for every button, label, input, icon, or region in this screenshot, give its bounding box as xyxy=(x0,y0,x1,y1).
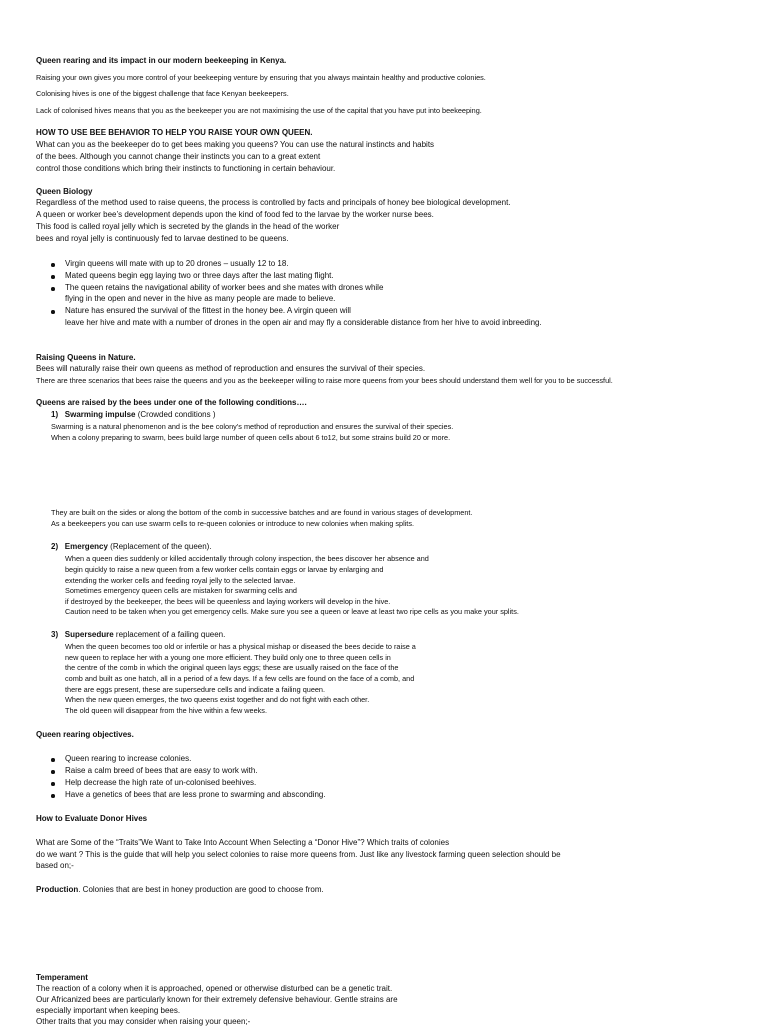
section-heading-nature: Raising Queens in Nature. xyxy=(36,353,136,362)
biology-line: Regardless of the method used to raise queens, the process is controlled by facts and principals of honey bee biological development. xyxy=(36,198,511,207)
condition-title: Emergency xyxy=(64,542,108,551)
supersedure-line: When the new queen emerges, the two queens exist together and do not fight with each other. xyxy=(65,695,370,704)
supersedure-line: the centre of the comb in which the original queen lays eggs; these are usually raised on the face of the xyxy=(65,663,399,672)
swarming-line: Swarming is a natural phenomenon and is the bee colony’s method of reproduction and ensures the survival of their species. xyxy=(51,422,454,431)
emergency-line: extending the worker cells and feeding royal jelly to the selected larvae. xyxy=(65,576,296,585)
section-heading-conditions: Queens are raised by the bees under one of the following conditions…. xyxy=(36,398,307,407)
temperament-line: especially important when keeping bees. xyxy=(36,1006,181,1015)
donor-line: do we want ? This is the guide that will help you select colonies to raise more queens from. Just like any livestock farming queen selection should be xyxy=(36,850,561,859)
condition-note: replacement of a failing queen. xyxy=(113,630,226,639)
bullet-icon xyxy=(51,782,55,786)
emergency-line: Sometimes emergency queen cells are mistaken for swarming cells and xyxy=(65,586,297,595)
biology-bullet: Virgin queens will mate with up to 20 drones – usually 12 to 18. xyxy=(65,259,289,268)
donor-line: based on;- xyxy=(36,861,74,870)
supersedure-line: comb and built as one hatch, all in a period of a few days. If a few cells are found on the face of a comb, and xyxy=(65,674,415,683)
intro-line: Colonising hives is one of the biggest challenge that face Kenyan beekeepers. xyxy=(36,89,289,98)
bullet-icon xyxy=(51,758,55,762)
supersedure-line: new queen to replace her with a young one more efficient. They build only one to three queen cells in xyxy=(65,653,391,662)
swarming-after-line: They are built on the sides or along the bottom of the comb in successive batches and are found in various stages of development. xyxy=(51,508,473,517)
biology-bullet: Nature has ensured the survival of the fittest in the honey bee. A virgin queen will xyxy=(65,306,351,315)
objective-bullet: Help decrease the high rate of un-colonised beehives. xyxy=(65,778,257,787)
condition-title: Supersedure xyxy=(64,630,114,639)
condition-title: Swarming impulse xyxy=(64,410,136,419)
objective-bullet: Have a genetics of bees that are less prone to swarming and absconding. xyxy=(65,790,326,799)
supersedure-line: When the queen becomes too old or infertile or has a physical mishap or diseased the bees decide to raise a xyxy=(65,642,416,651)
nature-line: Bees will naturally raise their own queens as method of reproduction and ensures the survival of their species. xyxy=(36,364,426,373)
condition-note: (Crowded conditions ) xyxy=(135,410,216,419)
bullet-icon xyxy=(51,263,55,267)
swarming-after-line: As a beekeepers you can use swarm cells to re-queen colonies or introduce to new colonies when making splits. xyxy=(51,519,415,528)
temperament-line: The reaction of a colony when it is approached, opened or otherwise disturbed can be a genetic trait. xyxy=(36,984,393,993)
emergency-line: if destroyed by the beekeeper, the bees will be queenless and laying workers will develop in the hive. xyxy=(65,597,391,606)
bullet-icon xyxy=(51,770,55,774)
nature-line: There are three scenarios that bees raise the queens and you as the beekeeper willing to raise more queens from your bees should understand them well for you to be successful. xyxy=(36,376,613,385)
list-number: 2) xyxy=(51,542,59,551)
condition-note: (Replacement of the queen). xyxy=(107,542,212,551)
bullet-icon xyxy=(51,287,55,291)
condition-emergency-heading xyxy=(51,543,212,551)
intro-line: Raising your own gives you more control of your beekeeping venture by ensuring that you always maintain healthy and productive colonies. xyxy=(36,73,486,82)
behavior-line: What can you as the beekeeper do to get bees making you queens? You can use the natural instincts and habits xyxy=(36,140,435,149)
intro-line: Lack of colonised hives means that you as the beekeeper you are not maximising the use of the capital that you have put into beekeeping. xyxy=(36,106,482,115)
emergency-line: begin quickly to raise a new queen from a few worker cells contain eggs or larvae by enlarging and xyxy=(65,565,384,574)
section-heading-biology: Queen Biology xyxy=(36,187,93,196)
section-heading-temperament: Temperament xyxy=(36,973,88,982)
section-heading-behavior: HOW TO USE BEE BEHAVIOR TO HELP YOU RAISE YOUR OWN QUEEN. xyxy=(36,128,313,137)
behavior-line: of the bees. Although you cannot change their instincts you can to a great extent xyxy=(36,152,321,161)
production-label: Production xyxy=(36,885,79,894)
supersedure-line: there are eggs present, these are supersedure cells and indicate a failing queen. xyxy=(65,685,326,694)
donor-line: What are Some of the “Traits”We Want to Take Into Account When Selecting a “Donor Hive”? Which traits of colonies xyxy=(36,838,450,847)
swarming-line: When a colony preparing to swarm, bees build large number of queen cells about 6 to12, but some strains build 20 or more. xyxy=(51,433,451,442)
emergency-line: Caution need to be taken when you get emergency cells. Make sure you see a queen or leave at least two ripe cells as you make your splits. xyxy=(65,607,519,616)
bullet-icon xyxy=(51,794,55,798)
biology-line: bees and royal jelly is continuously fed to larvae destined to be queens. xyxy=(36,234,289,243)
objective-bullet: Queen rearing to increase colonies. xyxy=(65,754,192,763)
production-text: . Colonies that are best in honey production are good to choose from. xyxy=(78,885,324,894)
list-number: 3) xyxy=(51,630,59,639)
document-title: Queen rearing and its impact in our modern beekeeping in Kenya. xyxy=(36,56,287,65)
section-heading-donor: How to Evaluate Donor Hives xyxy=(36,814,148,823)
production-line xyxy=(36,886,324,894)
temperament-line: Our Africanized bees are particularly known for their extremely defensive behaviour. Gentle strains are xyxy=(36,995,398,1004)
biology-line: A queen or worker bee’s development depends upon the kind of food fed to the larvae by the worker nurse bees. xyxy=(36,210,434,219)
bullet-icon xyxy=(51,310,55,314)
emergency-line: When a queen dies suddenly or killed accidentally through colony inspection, the bees discover her absence and xyxy=(65,554,429,563)
biology-bullet-cont: leave her hive and mate with a number of drones in the open air and may fly a considerable distance from her hive to avoid inbreeding. xyxy=(65,318,542,327)
bullet-icon xyxy=(51,275,55,279)
temperament-line: Other traits that you may consider when raising your queen;- xyxy=(36,1017,251,1026)
supersedure-line: The old queen will disappear from the hive within a few weeks. xyxy=(65,706,267,715)
condition-supersedure-heading xyxy=(51,631,225,639)
biology-bullet: The queen retains the navigational ability of worker bees and she mates with drones while xyxy=(65,283,384,292)
biology-line: This food is called royal jelly which is secreted by the glands in the head of the worker xyxy=(36,222,340,231)
biology-bullet-cont: flying in the open and never in the hive as many people are made to believe. xyxy=(65,294,336,303)
behavior-line: control those conditions which bring their instincts to functioning in certain behaviour. xyxy=(36,164,336,173)
objective-bullet: Raise a calm breed of bees that are easy to work with. xyxy=(65,766,258,775)
list-number: 1) xyxy=(51,410,59,419)
section-heading-objectives: Queen rearing objectives. xyxy=(36,730,134,739)
condition-swarming-heading xyxy=(51,411,216,419)
biology-bullet: Mated queens begin egg laying two or three days after the last mating flight. xyxy=(65,271,334,280)
